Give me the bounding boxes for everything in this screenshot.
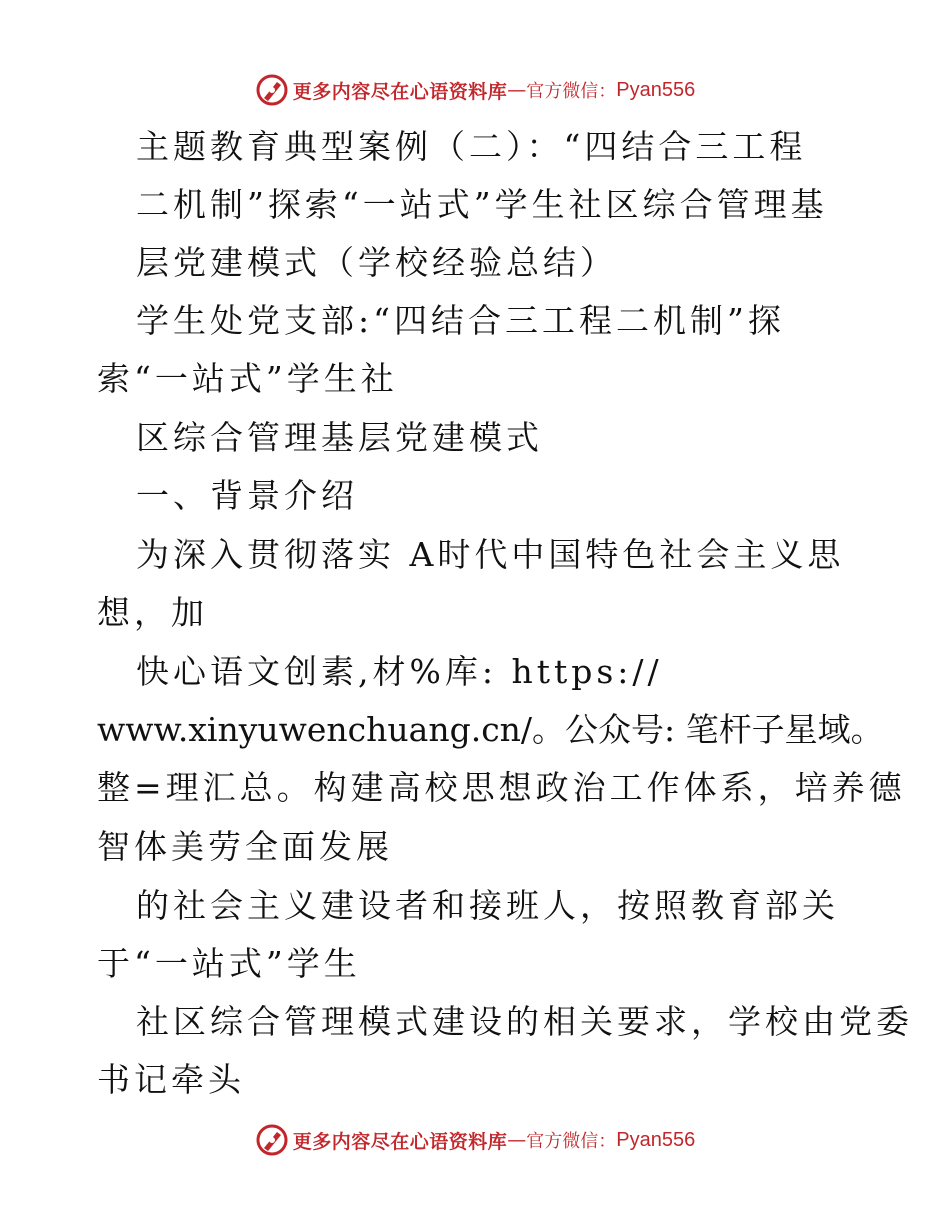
banner-dash: — xyxy=(507,1129,527,1151)
text-line: www.xinyuwenchuang.cn/。公众号: 笔杆子星域。 xyxy=(97,710,884,749)
text-line: 想，加 xyxy=(97,593,208,632)
text-line: 一、背景介绍 xyxy=(136,476,358,515)
banner-wechat-id: Pyan556 xyxy=(616,78,696,101)
footer-banner xyxy=(0,1122,950,1158)
text-line: 快心语文创素,材%库: https:// xyxy=(136,652,663,691)
banner-wechat-label: 官方微信： xyxy=(526,81,617,102)
text-line: 社区综合管理模式建设的相关要求，学校由党委 xyxy=(136,1002,913,1041)
banner-wechat-id: Pyan556 xyxy=(616,1128,696,1151)
text-line: 主题教育典型案例（二）：“四结合三工程 xyxy=(136,127,807,166)
banner-dash: — xyxy=(507,79,527,101)
text-line: 区综合管理基层党建模式 xyxy=(136,418,543,457)
text-line: 于“一站式”学生 xyxy=(97,944,361,983)
pen-logo-icon xyxy=(255,1123,289,1157)
banner-title: 更多内容尽在心语资料库 xyxy=(292,80,508,103)
banner-title: 更多内容尽在心语资料库 xyxy=(292,1130,508,1153)
text-line: 二机制”探索“一站式”学生社区综合管理基 xyxy=(136,185,828,224)
text-line: 索“一站式”学生社 xyxy=(97,359,398,398)
text-line: 书记牵头 xyxy=(97,1060,245,1099)
text-line: 层党建模式（学校经验总结） xyxy=(136,243,617,282)
text-line: 整=理汇总。构建高校思想政治工作体系，培养德 xyxy=(97,768,906,807)
text-line: 智体美劳全面发展 xyxy=(97,827,393,866)
text-line: 为深入贯彻落实 A时代中国特色社会主义思 xyxy=(136,535,845,574)
banner-wechat-label: 官方微信： xyxy=(526,1131,617,1152)
text-line: 的社会主义建设者和接班人，按照教育部关 xyxy=(136,886,839,925)
text-line: 学生处党支部:“四结合三工程二机制”探 xyxy=(136,301,785,340)
